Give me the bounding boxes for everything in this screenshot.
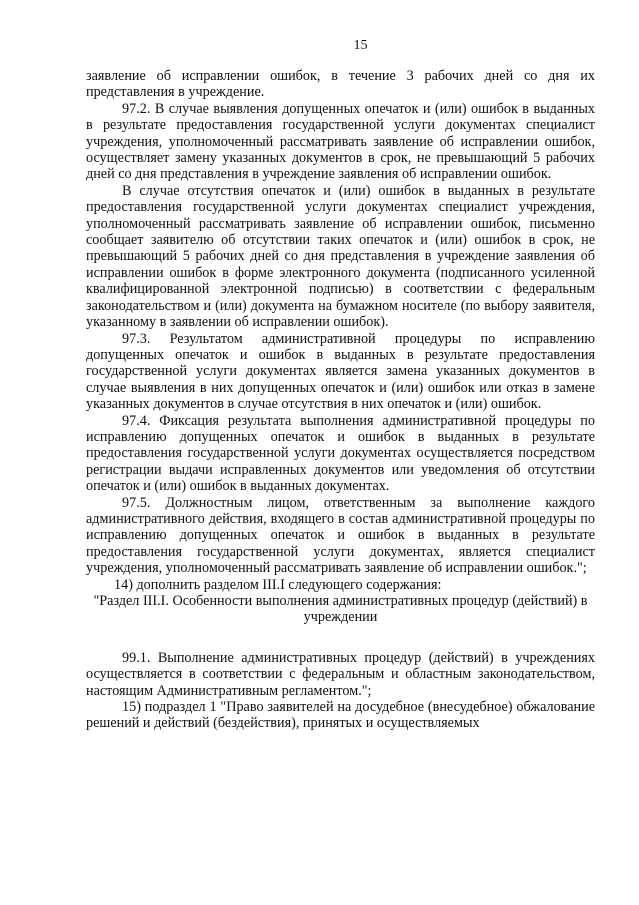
paragraph-97-2: 97.2. В случае выявления допущенных опечаток и (или) ошибок в выданных в результате предоставления государственной услуги документах специалист учреждения, уполномоченный рассматривать заявление об исправлении ошибок, осуществляет замену указанных документов в срок, не превышающий 5 рабочих дней со дня представления в учреждение заявления об исправлении ошибок.: [86, 100, 595, 183]
section-heading: "Раздел III.I. Особенности выполнения административных процедур (действий) в учреждении: [93, 593, 588, 626]
paragraph-97-3: 97.3. Результатом административной процедуры по исправлению допущенных опечаток и ошибок в выданных в результате предоставления государственной услуги документах является замена указанных документов в случае выявления в них допущенных опечаток и (или) ошибок или отказ в замене указанных документов в случае отсутствия в них опечаток и (или) ошибок.: [86, 330, 595, 413]
paragraph-97-5: 97.5. Должностным лицом, ответственным за выполнение каждого административного действия, входящего в состав административной процедуры по исправлению допущенных опечаток и ошибок в выданных в результате предоставления государственной услуги документах, является специалист учреждения, уполномоченный рассматривать заявление об исправлении ошибок.";: [86, 494, 595, 577]
paragraph-99-1: 99.1. Выполнение административных процедур (действий) в учреждениях осуществляется в соответствии с федеральным и областным законодательством, настоящим Административным регламентом.";: [86, 649, 595, 699]
paragraph-no-errors: В случае отсутствия опечаток и (или) ошибок в выданных в результате предоставления государственной услуги документах специалист учреждения, уполномоченный рассматривать заявление об исправлении ошибок, письменно сообщает заявителю об отсутствии таких опечаток и (или) ошибок в срок, не превышающий 5 рабочих дней со дня представления в учреждение заявления об исправлении ошибок в форме электронного документа (подписанного усиленной квалифицированной электронной подписью) в соответствии с федеральным законодательством и (или) документа на бумажном носителе (по выбору заявителя, указанному в заявлении об исправлении ошибок).: [86, 182, 595, 331]
page-number: 15: [353, 38, 368, 53]
paragraph-97-4: 97.4. Фиксация результата выполнения административной процедуры по исправлению допущенных опечаток и ошибок в выданных в результате предоставления государственной услуги документах осуществляется посредством регистрации выдачи исправленных документов или уведомления об отсутствии опечаток и (или) ошибок в выданных документах.: [86, 412, 595, 495]
paragraph-continuation: заявление об исправлении ошибок, в течение 3 рабочих дней со дня их представления в учреждение.: [86, 68, 595, 101]
paragraph-item-14: 14) дополнить разделом III.I следующего содержания:: [114, 576, 442, 593]
document-body: [86, 68, 595, 732]
paragraph-item-15: 15) подраздел 1 "Право заявителей на досудебное (внесудебное) обжалование решений и действий (бездействия), принятых и осуществляемых: [86, 699, 595, 732]
